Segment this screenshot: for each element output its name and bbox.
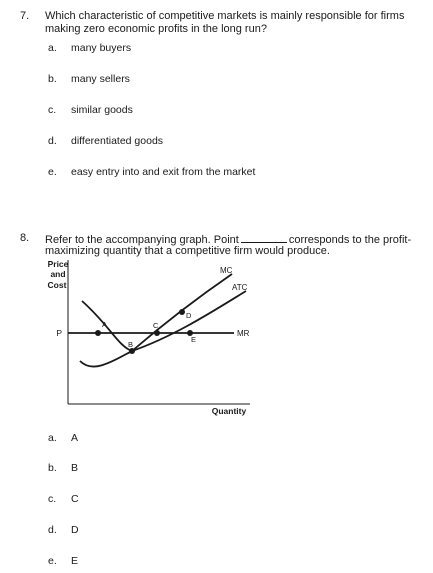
option-letter: c. — [48, 104, 57, 116]
question-text-part-2: corresponds to the profit- — [288, 234, 412, 246]
mc-label: MC — [220, 266, 233, 275]
option-text: A — [71, 432, 79, 444]
price-label: P — [56, 328, 62, 338]
option-text: C — [71, 493, 79, 505]
option-text: B — [71, 462, 79, 474]
question-text-line-2: making zero economic profits in the long run? — [45, 23, 267, 35]
question-number: 8. — [20, 232, 30, 244]
y-axis-label-2: and — [50, 269, 66, 279]
point-a-label: A — [102, 320, 108, 329]
point-c-marker — [154, 330, 160, 336]
point-d-label: D — [186, 311, 192, 320]
option-text: many sellers — [71, 73, 130, 85]
y-axis-label-1: Price — [47, 259, 69, 269]
option-letter: b. — [48, 73, 57, 85]
x-axis-label: Quantity — [211, 406, 247, 416]
option-letter: a. — [48, 432, 57, 444]
option-text: E — [71, 555, 79, 567]
question-number: 7. — [20, 10, 30, 22]
option-letter: a. — [48, 42, 57, 54]
mr-label: MR — [237, 329, 250, 338]
question-text-part-1: Refer to the accompanying graph. Point — [45, 234, 239, 246]
point-a-marker — [95, 330, 101, 336]
option-letter: d. — [48, 524, 57, 536]
y-axis-label-3: Cost — [47, 280, 67, 290]
point-c-label: C — [153, 321, 159, 330]
atc-label: ATC — [232, 283, 248, 292]
option-letter: e. — [48, 166, 57, 178]
question-text-line-1: Which characteristic of competitive markets is mainly responsible for firms — [45, 10, 405, 22]
option-letter: c. — [48, 493, 57, 505]
option-letter: d. — [48, 135, 57, 147]
option-text: D — [71, 524, 79, 536]
point-d-marker — [179, 309, 185, 315]
option-text: easy entry into and exit from the market — [71, 166, 256, 178]
option-text: differentiated goods — [71, 135, 164, 147]
question-text-line-2: maximizing quantity that a competitive firm would produce. — [45, 245, 330, 257]
option-letter: e. — [48, 555, 57, 567]
option-text: similar goods — [71, 104, 133, 116]
point-b-label: B — [128, 340, 134, 349]
point-e-label: E — [191, 335, 197, 344]
option-letter: b. — [48, 462, 57, 474]
option-text: many buyers — [71, 42, 132, 54]
